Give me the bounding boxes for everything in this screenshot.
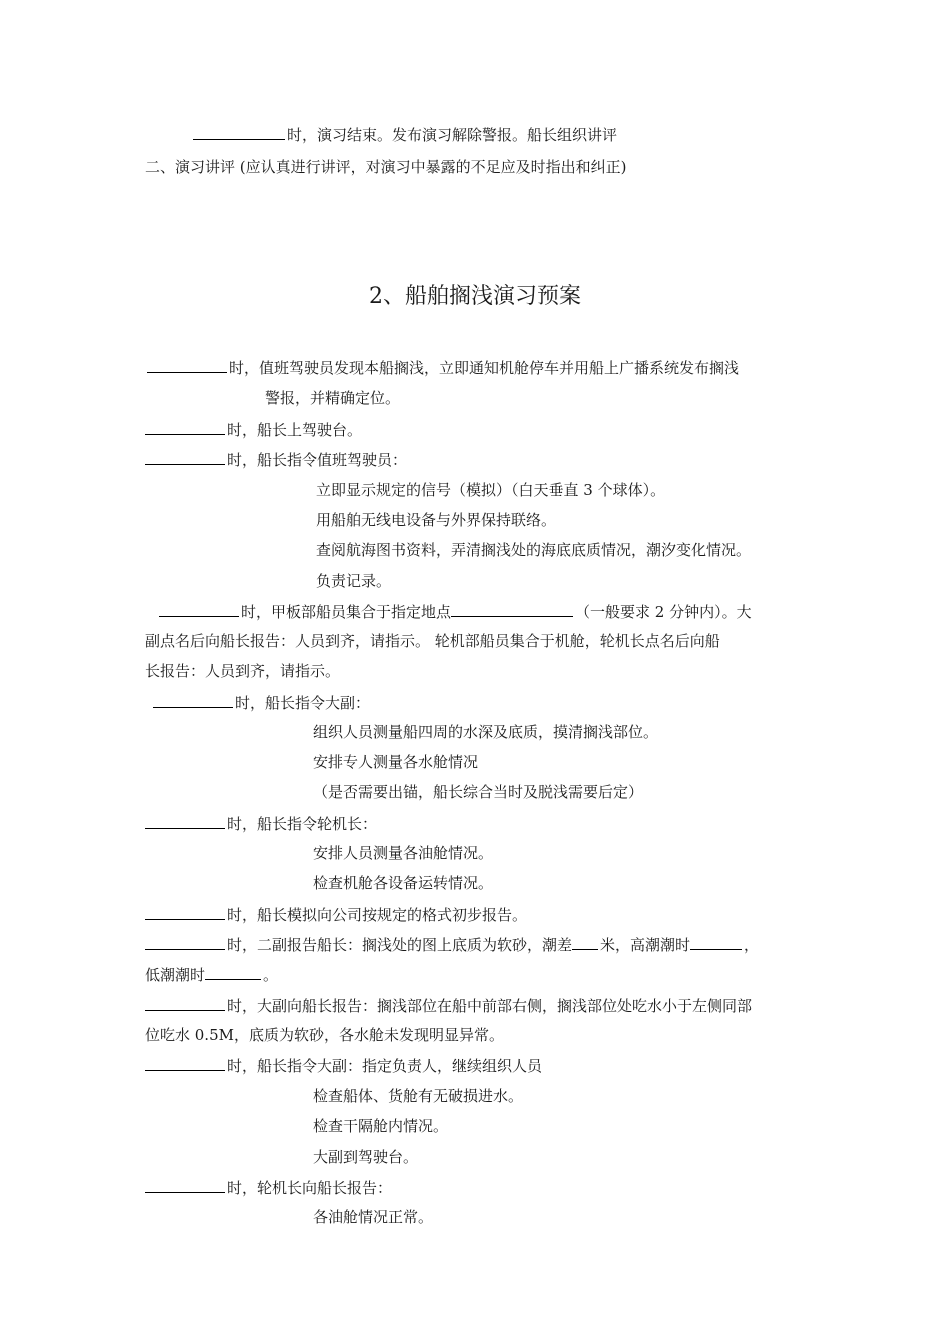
- text: ，: [744, 936, 760, 954]
- step-3-item: 负责记录。: [316, 572, 392, 590]
- drill-end-line: [193, 124, 617, 145]
- text: 时，船长指令大副：: [235, 694, 371, 712]
- low-tide-blank: [205, 964, 261, 980]
- step-1-cont: [265, 388, 400, 408]
- step-6-item: 安排人员测量各油舱情况。: [313, 844, 494, 862]
- text: 米，高潮潮时: [600, 936, 691, 954]
- step-7: [145, 904, 527, 925]
- review-heading: [145, 157, 626, 177]
- time-blank: [159, 601, 239, 617]
- step-5: [153, 692, 370, 713]
- step-8-cont: [145, 964, 278, 985]
- text: 时，值班驾驶员发现本船搁浅，立即通知机舱停车并用船上广播系统发布搁浅: [229, 359, 740, 377]
- step-10: [145, 1055, 542, 1076]
- text: 时，甲板部船员集合于指定地点: [241, 603, 452, 621]
- step-9-cont: 位吃水 0.5M，底质为软砂，各水舱未发现明显异常。: [145, 1026, 504, 1044]
- text: （一般要求 2 分钟内）。大: [575, 603, 752, 621]
- text: 时，演习结束。发布演习解除警报。船长组织讲评: [287, 126, 618, 144]
- step-10-item: 检查船体、货舱有无破损进水。: [313, 1087, 524, 1105]
- step-3-item: 立即显示规定的信号（模拟）（白天垂直 3 个球体）。: [316, 481, 666, 499]
- tide-range-blank: [572, 934, 598, 950]
- page-title: 2、船舶搁浅演习预案: [369, 284, 581, 309]
- text: 时，轮机长向船长报告：: [227, 1179, 393, 1197]
- step-3: [145, 449, 407, 470]
- step-11: [145, 1177, 392, 1198]
- text: 时，大副向船长报告：搁浅部位在船中前部右侧，搁浅部位处吃水小于左侧同部: [227, 997, 753, 1015]
- text: 时，船长指令值班驾驶员：: [227, 451, 408, 469]
- step-4-cont: 长报告：人员到齐，请指示。: [145, 662, 341, 680]
- text: 二、演习讲评 (应认真进行讲评，对演习中暴露的不足应及时指出和纠正): [145, 158, 627, 176]
- time-blank: [153, 692, 233, 708]
- time-blank: [145, 904, 225, 920]
- step-5-item: （是否需要出锚，船长综合当时及脱浅需要后定）: [313, 783, 644, 801]
- text: 低潮潮时: [145, 966, 206, 984]
- step-1: [147, 357, 739, 378]
- time-blank: [147, 357, 227, 373]
- step-10-item: 检查干隔舱内情况。: [313, 1117, 449, 1135]
- text: 时，船长指令轮机长：: [227, 815, 378, 833]
- step-6: [145, 813, 377, 834]
- text: 时，船长指令大副：指定负责人，继续组织人员: [227, 1057, 543, 1075]
- time-blank: [145, 419, 225, 435]
- step-3-item: 查阅航海图书资料，弄清搁浅处的海底底质情况，潮汐变化情况。: [316, 541, 752, 559]
- step-3-item: 用船舶无线电设备与外界保持联络。: [316, 511, 557, 529]
- step-4-cont: 副点名后向船长报告：人员到齐，请指示。 轮机部船员集合于机舱，轮机长点名后向船: [145, 632, 720, 650]
- time-blank: [145, 813, 225, 829]
- step-11-item: 各油舱情况正常。: [313, 1208, 434, 1226]
- time-blank: [145, 449, 225, 465]
- location-blank: [451, 601, 573, 617]
- time-blank: [145, 1177, 225, 1193]
- high-tide-blank: [690, 934, 742, 950]
- text: 警报，并精确定位。: [265, 389, 401, 407]
- time-blank: [193, 124, 285, 140]
- step-6-item: 检查机舱各设备运转情况。: [313, 874, 494, 892]
- step-10-item: 大副到驾驶台。: [313, 1148, 419, 1166]
- step-2: [145, 419, 362, 440]
- time-blank: [145, 934, 225, 950]
- step-5-item: 安排专人测量各水舱情况: [313, 753, 479, 771]
- step-8: [145, 934, 759, 955]
- text: 时，船长模拟向公司按规定的格式初步报告。: [227, 906, 528, 924]
- step-9: [145, 995, 752, 1016]
- step-4: [159, 601, 752, 622]
- time-blank: [145, 995, 225, 1011]
- text: 时，二副报告船长：搁浅处的图上底质为软砂，潮差: [227, 936, 573, 954]
- step-5-item: 组织人员测量船四周的水深及底质，摸清搁浅部位。: [313, 723, 659, 741]
- text: 时，船长上驾驶台。: [227, 421, 363, 439]
- text: 。: [263, 966, 279, 984]
- time-blank: [145, 1055, 225, 1071]
